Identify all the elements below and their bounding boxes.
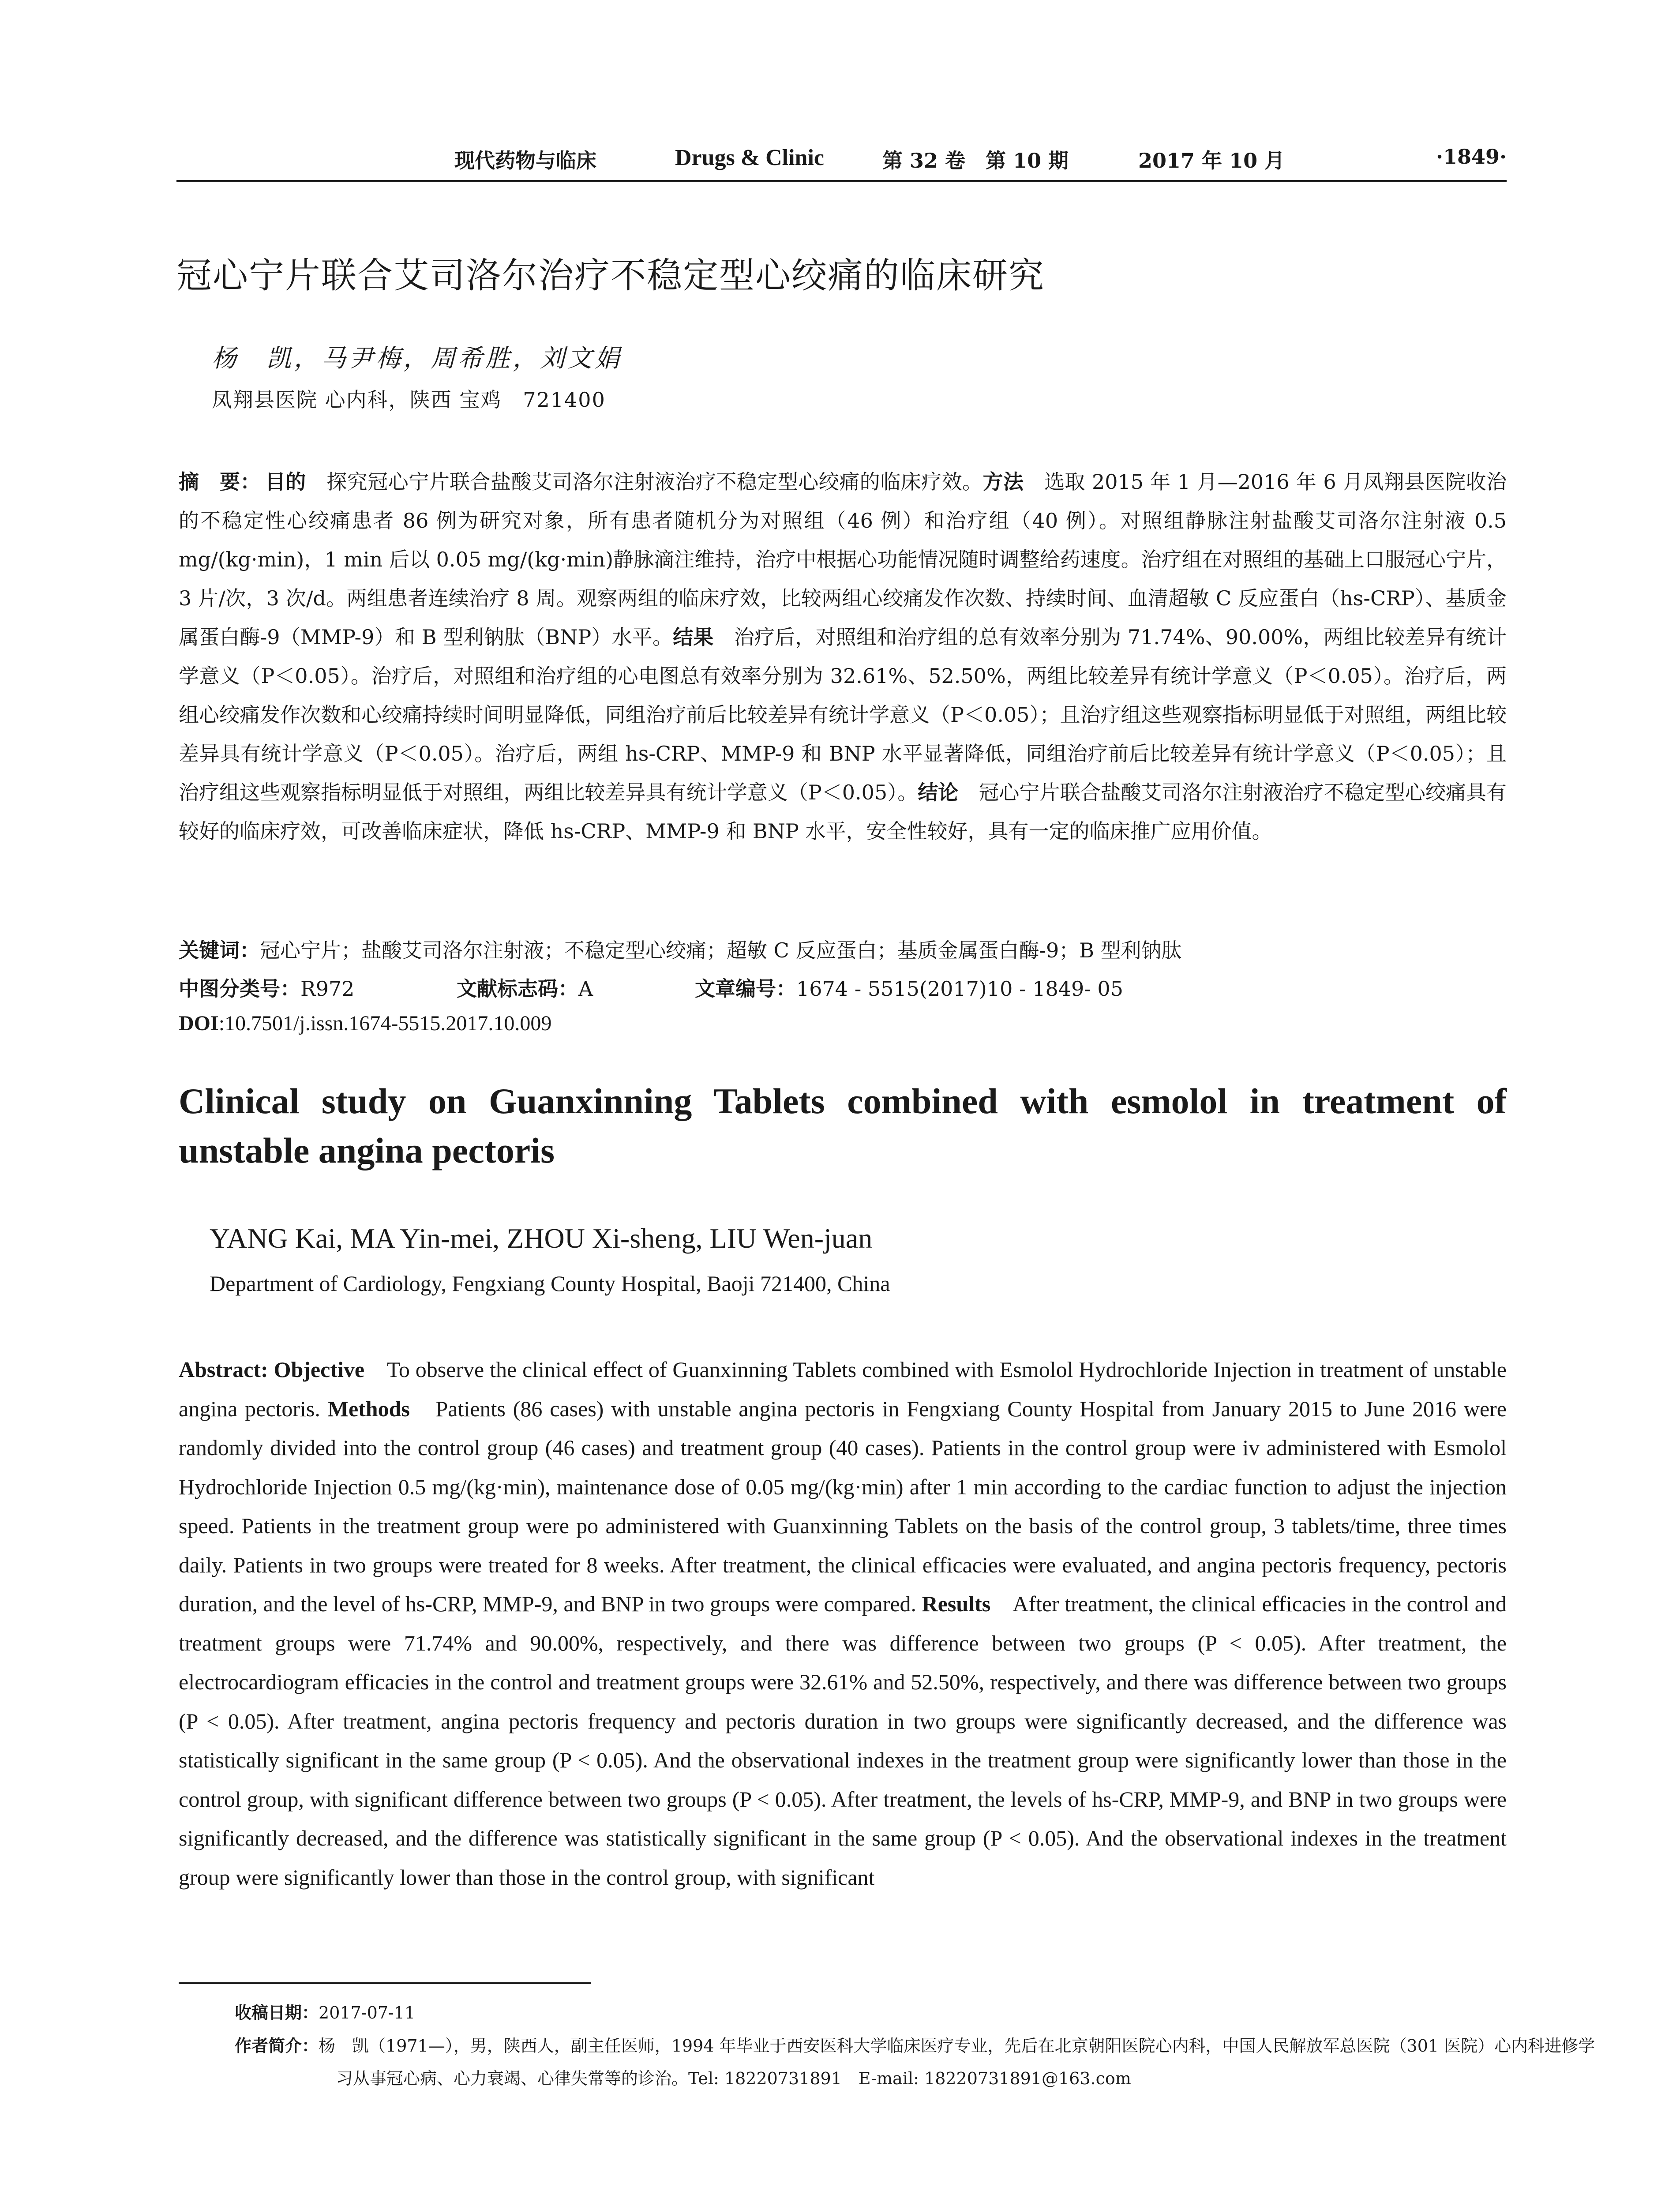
article-number-label: 文章编号： [695,977,796,1001]
keywords [179,934,1507,964]
chinese-title: 冠心宁片联合艾司洛尔治疗不稳定型心绞痛的临床研究 [176,255,1045,296]
en-methods-label: Methods [327,1396,410,1421]
methods-label: 方法 [982,470,1024,494]
received-label: 收稿日期： [235,2003,319,2022]
page-number: ·1849· [1436,145,1507,169]
en-objective-text: To observe the clinical effect of Guanxinning Tablets combined with Esmolol Hydrochloride Injection in treatment of unstable angina pectoris. [179,1357,1507,1421]
clc-field [179,973,354,1002]
chinese-affiliation: 凤翔县医院 心内科，陕西 宝鸡 721400 [212,388,606,412]
results-text: 治疗后，对照组和治疗组的总有效率分别为 71.74%、90.00%，两组比较差异有统计学意义（P＜0.05）。治疗后，对照组和治疗组的心电图总有效率分别为 32.61%、52.50%，两组比较差异有统计学意义（P＜0.05）。治疗后，两组心绞痛发作次数和心绞痛持续时间明显降低，同组治疗前后比较差异有统计学意义（P＜0.05）；且治疗组这些观察指标明显低于对照组，两组比较差异具有统计学意义（P＜0.05）。治疗后，两组 hs-CRP、MMP-9 和 BNP 水平显著降低，同组治疗前后比较差异有统计学意义（P＜0.05）；且治疗组这些观察指标明显低于对照组，两组比较差异具有统计学意义（P＜0.05）。 [179,625,1507,804]
en-objective-label: Abstract: Objective [179,1357,365,1382]
received-date [235,1996,1505,2029]
abstract-label: 摘 要： [179,470,261,494]
conclusion-text: 冠心宁片联合盐酸艾司洛尔注射液治疗不稳定型心绞痛具有较好的临床疗效，可改善临床症状，降低 hs-CRP、MMP-9 和 BNP 水平，安全性较好，具有一定的临床推广应用价值。 [179,780,1507,843]
en-methods-text: Patients (86 cases) with unstable angina pectoris in Fengxiang County Hospital from January 2015 to June 2016 were randomly divided into the control group (46 cases) and treatment group (40 cases). Patients in the control group were iv administered with Esmolol Hydrochloride Injection 0.5 mg/(kg·min), maintenance dose of 0.05 mg/(kg·min) after 1 min according to the cardiac function to adjust the injection speed. Patients in the treatment group were po administered with Guanxinning Tablets on the basis of the control group, 3 tablets/time, three times daily. Patients in two groups were treated for 8 weeks. After treatment, the clinical efficacies were evaluated, and angina pectoris frequency, pectoris duration, and the level of hs-CRP, MMP-9, and BNP in two groups were compared. [179,1396,1507,1616]
author-bio-text: 杨 凯（1971—），男，陕西人，副主任医师，1994 年毕业于西安医科大学临床医疗专业，先后在北京朝阳医院心内科，中国人民解放军总医院（301 医院）心内科进修学习从事冠心病、心力衰竭、心律失常等的诊治。Tel: 18220731891 E-mail: 18220731891@163.com [319,2036,1595,2088]
doc-code-field [457,973,593,1002]
article-number-field [695,973,1123,1002]
running-header [176,140,1507,182]
en-results-text: After treatment, the clinical efficacies in the control and treatment groups were 71.74% and 90.00%, respectively, and there was difference between two groups (P < 0.05). After treatment, the electrocardiogram efficacies in the control and treatment groups were 32.61% and 52.50%, respectively, and there was difference between two groups (P < 0.05). After treatment, angina pectoris frequency and pectoris duration in two groups were significantly decreased, and the difference was statistically significant in the same group (P < 0.05). And the observational indexes in the treatment group were significantly lower than those in the control group, with significant difference between two groups (P < 0.05). After treatment, the levels of hs-CRP, MMP-9, and BNP in two groups were significantly decreased, and the difference was statistically significant in the same group (P < 0.05). And the observational indexes in the treatment group were significantly lower than those in the control group, with significant [179,1591,1507,1890]
article-number-value: 1674 - 5515(2017)10 - 1849- 05 [796,977,1123,1001]
clc-label: 中图分类号： [179,977,300,1001]
results-label: 结果 [673,625,714,649]
doi [179,1011,1507,1035]
received-value: 2017-07-11 [319,2003,416,2022]
objective-text: 探究冠心宁片联合盐酸艾司洛尔注射液治疗不稳定型心绞痛的临床疗效。 [306,470,983,494]
english-affiliation: Department of Cardiology, Fengxiang County Hospital, Baoji 721400, China [210,1271,890,1296]
author-bio-label: 作者简介： [235,2036,319,2056]
methods-text: 选取 2015 年 1 月—2016 年 6 月凤翔县医院收治的不稳定性心绞痛患者 86 例为研究对象，所有患者随机分为对照组（46 例）和治疗组（40 例）。对照组静脉注射盐酸艾司洛尔注射液 0.5 mg/(kg·min)，1 min 后以 0.05 mg/(kg·min)静脉滴注维持，治疗中根据心功能情况随时调整给药速度。治疗组在对照组的基础上口服冠心宁片，3 片/次，3 次/d。两组患者连续治疗 8 周。观察两组的临床疗效，比较两组心绞痛发作次数、持续时间、血清超敏 C 反应蛋白（hs-CRP）、基质金属蛋白酶-9（MMP-9）和 B 型利钠肽（BNP）水平。 [179,470,1507,649]
chinese-authors: 杨 凯，马尹梅，周希胜，刘文娟 [212,344,622,373]
english-title: Clinical study on Guanxinning Tablets combined with esmolol in treatment of unstable angina pectoris [179,1081,1507,1171]
chinese-abstract [179,462,1507,851]
en-results-label: Results [922,1591,991,1616]
doi-value: :10.7501/j.issn.1674-5515.2017.10.009 [218,1012,552,1035]
issue-date: 2017 年 10 月 [1138,149,1285,173]
doc-code-value: A [578,977,593,1001]
keywords-label: 关键词： [179,938,260,962]
english-abstract [179,1350,1507,1897]
english-authors: YANG Kai, MA Yin-mei, ZHOU Xi-sheng, LIU Wen-juan [210,1223,873,1254]
objective-label: 目的 [265,470,306,494]
journal-name-en: Drugs & Clinic [675,145,824,170]
volume-issue: 第 32 卷 第 10 期 [882,149,1069,173]
doc-code-label: 文献标志码： [457,977,578,1001]
conclusion-label: 结论 [918,780,959,804]
author-biography [235,2030,1607,2095]
doi-label: DOI [179,1012,219,1035]
keywords-text: 冠心宁片；盐酸艾司洛尔注射液；不稳定型心绞痛；超敏 C 反应蛋白；基质金属蛋白酶-9；B 型利钠肽 [260,938,1182,962]
clc-value: R972 [300,977,355,1001]
footnote-divider [179,1982,591,1984]
journal-name-cn: 现代药物与临床 [454,149,596,173]
